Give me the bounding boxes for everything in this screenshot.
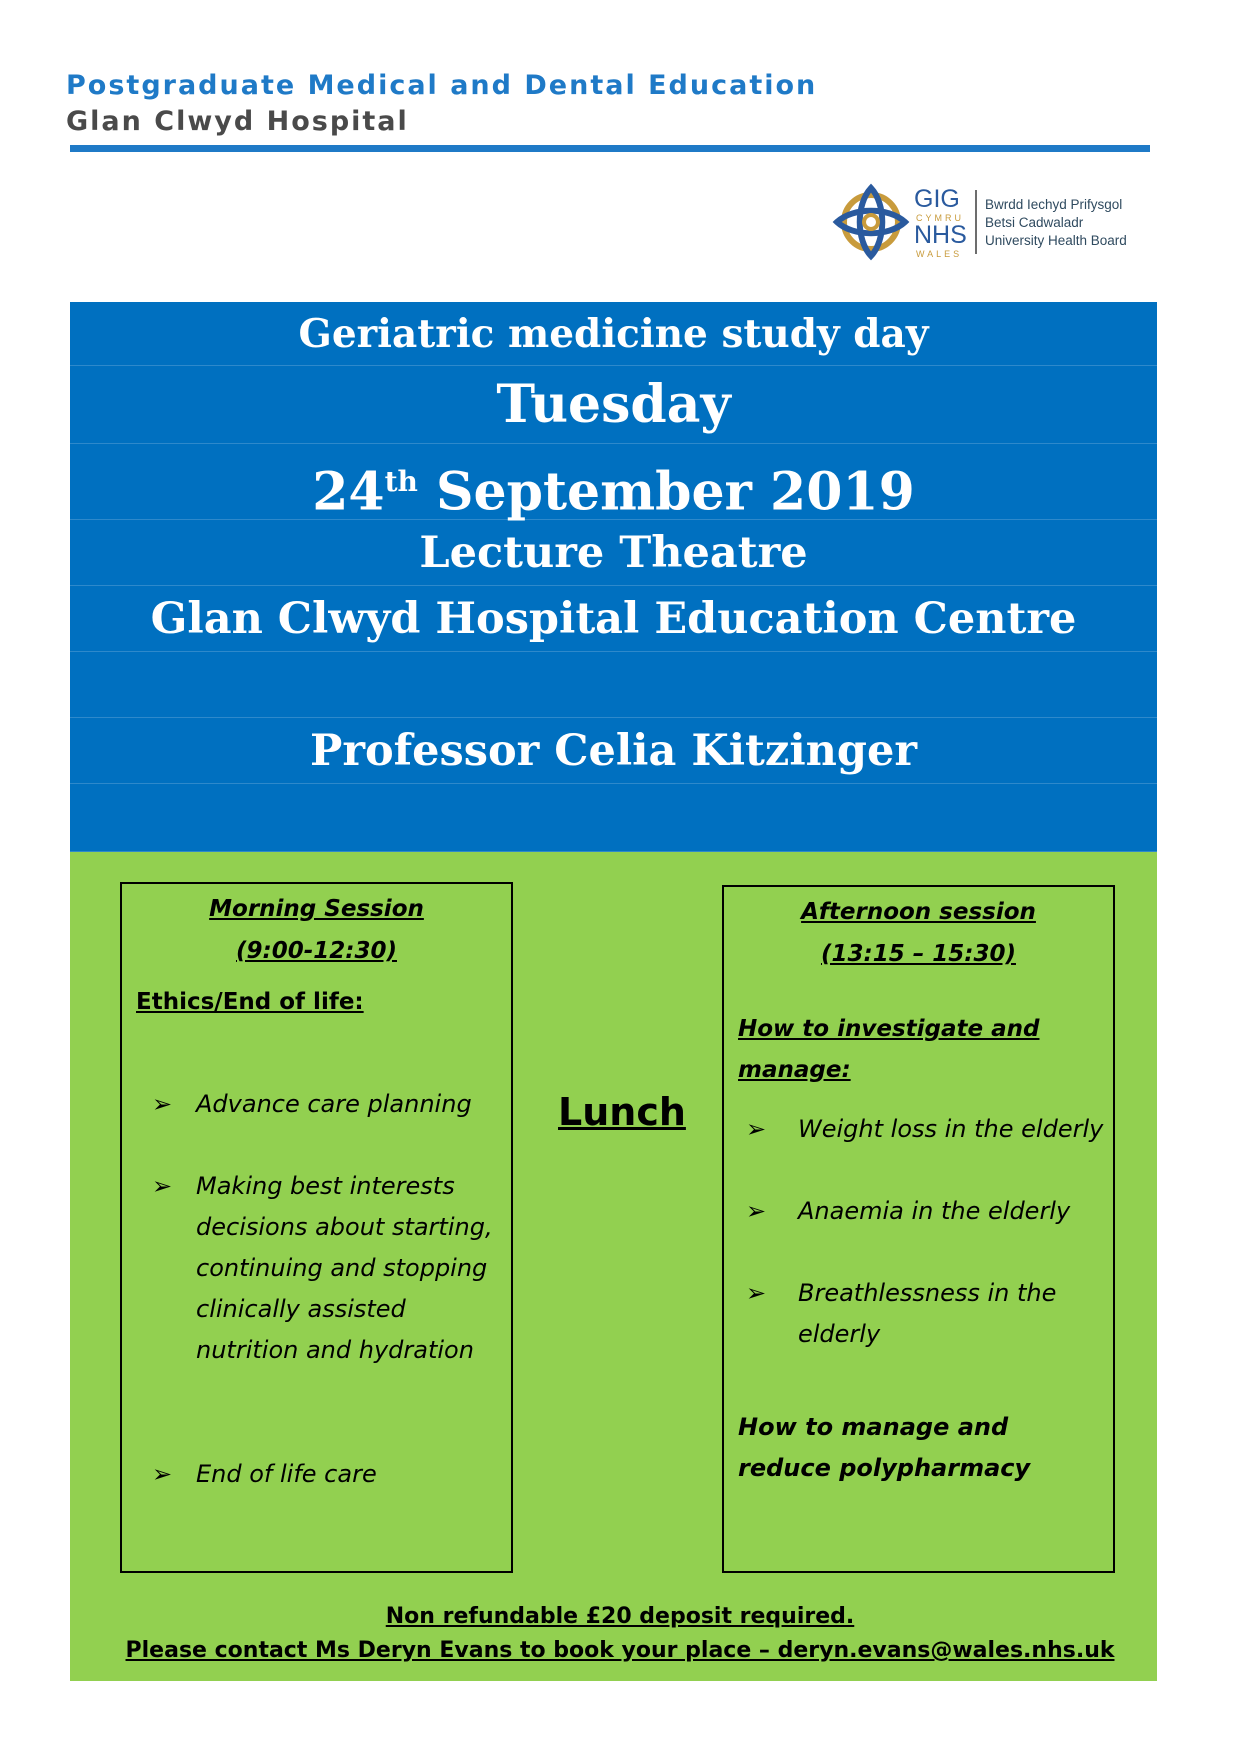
logo-cymru: CYMRU (916, 213, 964, 223)
morning-item: Making best interests decisions about starting, continuing and stopping clinically assisted nutrition and hydration (196, 1172, 493, 1364)
lunch-label: Lunch (558, 1090, 686, 1134)
arrow-bullet-icon: ➢ (746, 1115, 767, 1143)
event-banner (70, 302, 1157, 852)
event-location: Glan Clwyd Hospital Education Centre (70, 586, 1157, 652)
header-divider (70, 145, 1150, 152)
logo-gig: GIG (914, 185, 960, 213)
morning-heading: Ethics/End of life: (136, 989, 364, 1015)
logo-line-1: Bwrdd Iechyd Prifysgol (985, 197, 1123, 212)
booking-contact: Please contact Ms Deryn Evans to book your place – deryn.evans@wales.nhs.uk (125, 1638, 1115, 1663)
hospital-name: Glan Clwyd Hospital (66, 106, 409, 137)
nhs-wales-logo (832, 182, 1152, 262)
afternoon-session-time: (13:15 – 15:30) (821, 941, 1016, 967)
arrow-bullet-icon: ➢ (152, 1090, 173, 1118)
afternoon-item: Weight loss in the elderly (798, 1115, 1104, 1143)
morning-item: End of life care (196, 1460, 377, 1488)
date-suffix: th (384, 465, 418, 498)
banner-spacer-row-2 (70, 784, 1157, 852)
banner-spacer-row (70, 652, 1157, 718)
event-day: Tuesday (70, 366, 1157, 444)
logo-line-2: Betsi Cadwaladr (985, 215, 1084, 230)
logo-nhs: NHS (914, 221, 967, 249)
arrow-bullet-icon: ➢ (746, 1279, 767, 1307)
afternoon-item: Breathlessness in the elderly (798, 1279, 1057, 1348)
event-venue: Lecture Theatre (70, 520, 1157, 586)
arrow-bullet-icon: ➢ (152, 1460, 173, 1488)
event-date: 24th September 2019 (70, 444, 1157, 520)
logo-separator (975, 190, 977, 254)
event-speaker: Professor Celia Kitzinger (70, 718, 1157, 784)
afternoon-item: Anaemia in the elderly (798, 1197, 1071, 1225)
arrow-bullet-icon: ➢ (152, 1172, 173, 1200)
event-title: Geriatric medicine study day (70, 302, 1157, 366)
logo-wales: WALES (916, 249, 963, 259)
afternoon-session-box (722, 885, 1115, 1573)
morning-session-box (120, 882, 513, 1573)
afternoon-heading: How to investigate and manage: (738, 1016, 1040, 1083)
logo-line-3: University Health Board (985, 233, 1127, 248)
afternoon-session-title: Afternoon session (801, 899, 1036, 925)
morning-item: Advance care planning (196, 1090, 472, 1118)
morning-session-title: Morning Session (209, 896, 424, 922)
deposit-notice: Non refundable £20 deposit required. (385, 1604, 855, 1629)
afternoon-extra-topic: How to manage and reduce polypharmacy (738, 1413, 1031, 1482)
department-title: Postgraduate Medical and Dental Education (66, 70, 818, 101)
celtic-knot-icon (832, 182, 910, 262)
arrow-bullet-icon: ➢ (746, 1197, 767, 1225)
morning-session-time: (9:00-12:30) (236, 938, 397, 964)
